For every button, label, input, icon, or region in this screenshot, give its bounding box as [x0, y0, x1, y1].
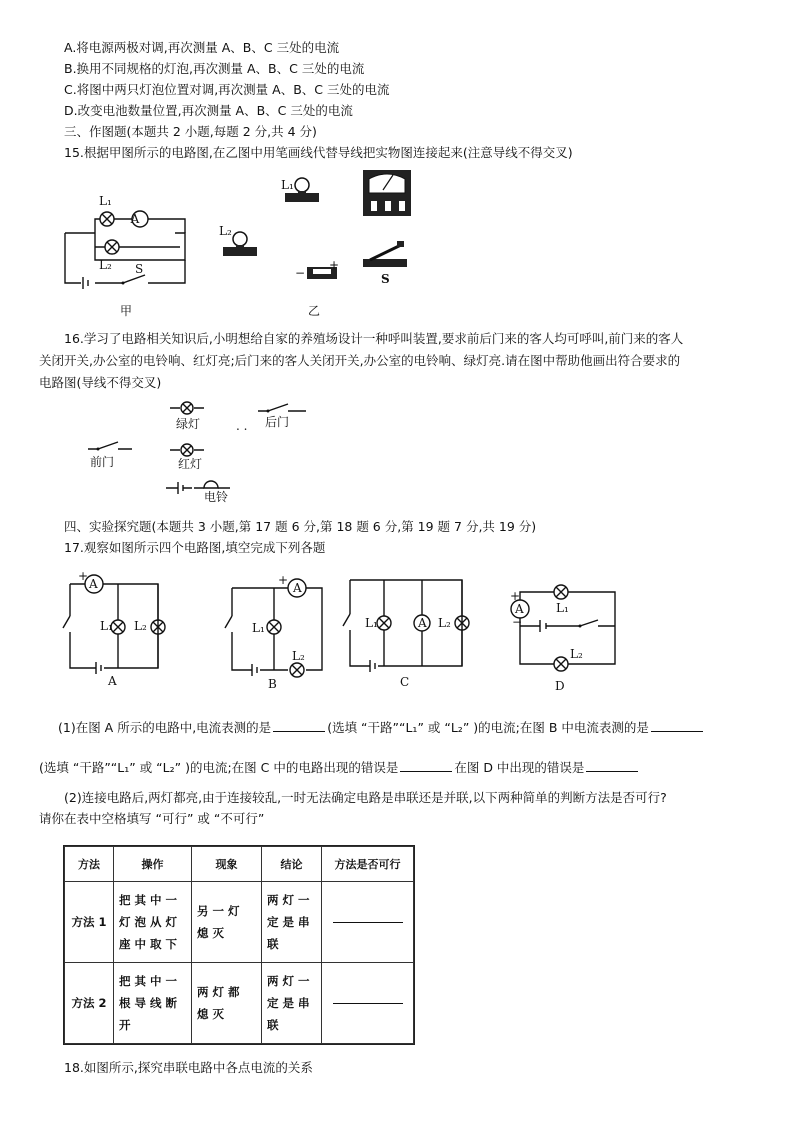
- choice-a: A.将电源两极对调,再次测量 A、B、C 三处的电流: [64, 40, 340, 55]
- row-2-operation: 把其中一根导线断开: [114, 963, 192, 1044]
- yi-caption: 乙: [308, 304, 321, 318]
- circuit-b-l2: L₂: [292, 649, 305, 663]
- answer-blank-c[interactable]: [400, 760, 452, 772]
- jia-switch: [122, 275, 146, 285]
- q16-battery: [166, 482, 192, 494]
- row-2-feasible-cell[interactable]: [322, 963, 414, 1044]
- yi-battery-minus: −: [295, 266, 306, 280]
- q16-red-label: 红灯: [178, 457, 203, 471]
- jia-wires: [65, 219, 185, 283]
- yi-s-label: S: [381, 272, 390, 286]
- row-1-operation: 把其中一灯泡从灯座中取下: [114, 882, 192, 963]
- q16-dots: . .: [236, 419, 248, 433]
- q16-bell: [194, 481, 230, 488]
- question-17: 17.观察如图所示四个电路图,填空完成下列各题: [64, 540, 326, 555]
- row-1-method: 方法 1: [65, 882, 114, 963]
- q16-front-label: 前门: [90, 455, 115, 469]
- circuit-d-caption: D: [555, 679, 565, 693]
- q17-circuits: [60, 569, 583, 695]
- q16-red-lamp: [170, 444, 204, 456]
- choice-b: B.换用不同规格的灯泡,再次测量 A、B、C 三处的电流: [64, 61, 365, 76]
- circuit-b-ammeter: A: [293, 581, 302, 595]
- question-15: 15.根据甲图所示的电路图,在乙图中用笔画线代替导线把实物图连接起来(注意导线不得交叉): [64, 145, 573, 160]
- table-row: [65, 963, 414, 1044]
- table-row: [65, 882, 414, 963]
- jia-l2-lamp: [105, 240, 119, 254]
- yi-l2-label: L₂: [219, 224, 232, 238]
- circuit-a-plus: +: [78, 569, 89, 583]
- circuit-a-l1: L₁: [100, 619, 113, 633]
- header-feasible: 方法是否可行: [322, 847, 414, 882]
- choice-c: C.将图中两只灯泡位置对调,再次测量 A、B、C 三处的电流: [64, 82, 390, 97]
- circuit-b-caption: B: [268, 677, 277, 691]
- section-4-heading: 四、实验探究题(本题共 3 小题,第 17 题 6 分,第 18 题 6 分,第 19 题 7 分,共 19 分): [64, 519, 537, 534]
- q17-2-line-2: 请你在表中空格填写 “可行” 或 “不可行”: [39, 811, 265, 826]
- circuit-d-l1: L₁: [556, 601, 569, 615]
- circuit-b-plus: +: [278, 573, 289, 587]
- row-2-method: 方法 2: [65, 963, 114, 1044]
- question-16-line-1: 16.学习了电路相关知识后,小明想给自家的养殖场设计一种呼叫装置,要求前后门来的客人均可呼叫,前门来的客人: [64, 331, 684, 346]
- circuit-d: [511, 585, 615, 671]
- row-2-answer-line[interactable]: [333, 1002, 403, 1004]
- q15-circuit-jia: [55, 185, 205, 320]
- question-16-line-3: 电路图(导线不得交叉): [39, 375, 162, 390]
- q17-2-line-1: (2)连接电路后,两灯都亮,由于连接较乱,一时无法确定电路是串联还是并联,以下两种简单的判断方法是否可行?: [64, 790, 667, 805]
- circuit-d-ammeter: A: [515, 602, 524, 616]
- row-1-feasible-cell[interactable]: [322, 882, 414, 963]
- header-conclusion: 结论: [262, 847, 322, 882]
- section-3-heading: 三、作图题(本题共 2 小题,每题 2 分,共 4 分): [64, 124, 317, 139]
- jia-s-label: S: [135, 262, 144, 276]
- circuit-a-ammeter: A: [89, 577, 98, 591]
- jia-l1-label: L₁: [99, 194, 112, 208]
- circuit-c-ammeter: A: [418, 616, 427, 630]
- jia-ammeter-label: A: [130, 212, 140, 226]
- row-2-conclusion: 两灯一定是串联: [262, 963, 322, 1044]
- q16-green-lamp: [170, 402, 204, 414]
- jia-caption: 甲: [120, 304, 133, 318]
- q17-1-text-d: 在图 D 中出现的错误是: [454, 760, 585, 775]
- yi-l1-label: L₁: [281, 178, 294, 192]
- question-16-line-2: 关闭开关,办公室的电铃响、红灯亮;后门来的客人关闭开关,办公室的电铃响、绿灯亮.请在图中帮助他画出符合要求的: [39, 353, 681, 368]
- circuit-b: [225, 579, 322, 677]
- q17-1-text-c: (选填 “干路”“L₁” 或 “L₂” )的电流;在图 C 中的电路出现的错误是: [39, 760, 399, 775]
- circuit-a: [63, 575, 165, 674]
- jia-l1-lamp: [100, 212, 114, 226]
- yi-switch: [363, 241, 407, 267]
- yi-battery-plus: +: [329, 258, 340, 272]
- q16-back-label: 后门: [265, 415, 290, 429]
- circuit-d-plus: +: [510, 589, 521, 603]
- choice-d: D.改变电池数量位置,再次测量 A、B、C 三处的电流: [64, 103, 353, 118]
- circuit-c-caption: C: [400, 675, 410, 689]
- circuit-b-l1: L₁: [252, 621, 265, 635]
- q17-1-line-2: [39, 760, 640, 776]
- q17-1-line-1: [58, 720, 705, 736]
- q17-1-text-a: (1)在图 A 所示的电路中,电流表测的是: [58, 720, 272, 735]
- q15-components-yi: [215, 165, 415, 320]
- circuit-d-minus: −: [512, 615, 523, 629]
- circuit-c-l2: L₂: [438, 616, 451, 630]
- jia-l2-label: L₂: [99, 258, 112, 272]
- q17-1-text-b: (选填 “干路”“L₁” 或 “L₂” )的电流;在图 B 中电流表测的是: [327, 720, 649, 735]
- circuit-a-caption: A: [108, 674, 117, 688]
- q16-green-label: 绿灯: [176, 417, 201, 431]
- table-header-row: [65, 847, 414, 882]
- yi-ammeter-device: [363, 170, 411, 216]
- jia-battery: [83, 277, 88, 289]
- row-1-phenomenon: 另一灯熄灭: [192, 882, 262, 963]
- methods-table: [63, 845, 415, 1045]
- header-phenomenon: 现象: [192, 847, 262, 882]
- q16-back-switch: [258, 404, 306, 413]
- row-1-conclusion: 两灯一定是串联: [262, 882, 322, 963]
- circuit-d-l2: L₂: [570, 647, 583, 661]
- q16-front-switch: [88, 442, 132, 451]
- question-18: 18.如图所示,探究串联电路中各点电流的关系: [64, 1060, 313, 1075]
- answer-blank-d[interactable]: [586, 760, 638, 772]
- q16-components: [80, 398, 320, 503]
- answer-blank-a[interactable]: [273, 720, 325, 732]
- row-2-phenomenon: 两灯都熄灭: [192, 963, 262, 1044]
- answer-blank-b[interactable]: [651, 720, 703, 732]
- header-method: 方法: [65, 847, 114, 882]
- header-operation: 操作: [114, 847, 192, 882]
- circuit-c-l1: L₁: [365, 616, 378, 630]
- q16-bell-label: 电铃: [204, 490, 229, 504]
- row-1-answer-line[interactable]: [333, 921, 403, 923]
- circuit-a-l2: L₂: [134, 619, 147, 633]
